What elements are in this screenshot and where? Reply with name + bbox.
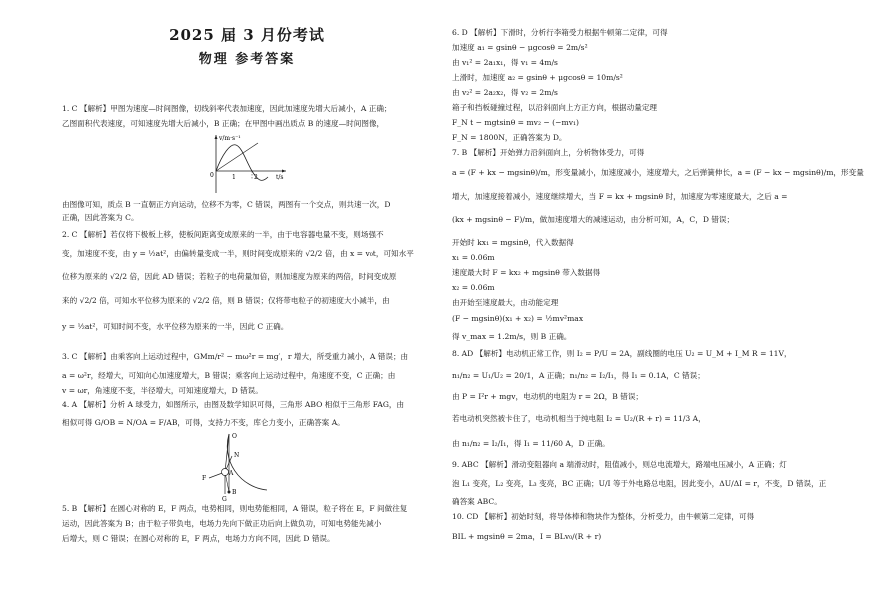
fig4-label-F: F <box>202 475 207 482</box>
q1-line: 正确，因此答案为 C。 <box>62 213 139 222</box>
q2-line: 来的 √2/2 倍，可知水平位移为原来的 √2/2 倍，则 B 错误；仅将带电粒子的初速度大小减半，由 <box>62 296 390 305</box>
q7-line: 由开始至速度最大，由动能定理 <box>452 298 559 307</box>
q10-line: BIL + mgsinθ = 2ma，I = BLv₀/(R + r) <box>452 532 602 541</box>
velocity-time-graph <box>202 131 292 195</box>
fig4-label-O: O <box>232 433 237 440</box>
q7-line: 增大，加速度接着减小，速度继续增大，当 F = kx + mgsinθ 时，加速度为零速度最大，之后 a = <box>452 192 788 201</box>
graph-tick-1: 1 <box>232 174 236 181</box>
q2-line: 位移为原来的 √2/2 倍，因此 AD 错误；若粒子的电荷量加倍，则加速度为原来的两倍，时间变成原 <box>62 272 397 281</box>
page-subtitle: 物理 参考答案 <box>198 52 296 67</box>
graph-tick-2: 2 <box>254 174 258 181</box>
q1-line: 由图像可知，质点 B 一直朝正方向运动，位移不为零，C 错误，两图有一个交点，则共速一次，D <box>62 200 391 209</box>
q6-line: F_N = 1800N，正确答案为 D。 <box>452 133 567 142</box>
q1-line: 乙图面积代表速度，可知速度先增大后减小，B 正确；在甲图中画出质点 B 的速度—时间图像， <box>62 119 385 128</box>
q1-line: 1. C 【解析】甲图为速度—时间图像，切线斜率代表加速度，因此加速度先增大后减小，A 正确； <box>62 104 392 113</box>
fig4-label-A: A <box>229 470 234 477</box>
q9-line: 9. ABC 【解析】滑动变阻器向 a 端滑动时，阻值减小，则总电流增大，路端电压减小，A 正确；灯 <box>452 460 787 469</box>
graph-y-label: v/m·s⁻¹ <box>219 135 241 142</box>
q7-line: 开始时 kx₁ = mgsinθ，代入数据得 <box>452 238 574 247</box>
fig4-label-B: B <box>232 489 237 496</box>
graph-x-label: t/s <box>276 174 284 181</box>
q7-line: 得 v_max = 1.2m/s，则 B 正确。 <box>452 332 572 341</box>
q7-line: (kx + mgsinθ − F)/m，做加速度增大的减速运动，由分析可知，A，C，D 错误； <box>452 215 735 224</box>
q8-line: 由 n₁/n₂ = I₂/I₁，得 I₁ = 11/60 A，D 正确。 <box>452 439 610 448</box>
q4-line: 相似可得 G/OB = N/OA = F/AB，可得，支持力不变，库仑力变小，正确答案 A。 <box>62 418 345 427</box>
q5-line: 后增大，则 C 错误；在圆心对称的 E，F 两点，电场力方向不同，因此 D 错误。 <box>62 534 335 543</box>
q6-line: 6. D 【解析】下滑时，分析行李箱受力根据牛顿第二定律，可得 <box>452 28 668 37</box>
q8-line: 8. AD 【解析】电动机正常工作，则 I₂ = P/U = 2A，副线圈的电压 U₂ = U_M + I_M R = 11V， <box>452 349 792 358</box>
force-diagram <box>197 430 297 502</box>
q8-line: n₁/n₂ = U₁/U₂ = 20/1，A 正确；n₁/n₂ = I₂/I₁，得 I₁ = 0.1A，C 错误； <box>452 371 705 380</box>
q9-line: 确答案 ABC。 <box>452 497 502 506</box>
q6-line: 加速度 a₁ = gsinθ − μgcosθ = 2m/s² <box>452 43 588 52</box>
graph-origin: 0 <box>210 172 214 179</box>
q7-line: x₁ = 0.06m <box>452 253 495 262</box>
q5-line: 5. B 【解析】在圆心对称的 E，F 两点，电势相同，则电势能相同，A 错误，粒子将在 E，F 间做往复 <box>62 504 408 513</box>
q3-line: 3. C 【解析】由乘客向上运动过程中，GMm/r² − mω²r = mg′，r 增大，所受重力减小，A 错误；由 <box>62 352 409 361</box>
q2-line: 变，加速度不变，由 y = ½at²，由偏转量变成一半，则时间变成原来的 √2/2 倍，由 x = v₀t，可知水平 <box>62 249 414 258</box>
q6-line: 上滑时，加速度 a₂ = gsinθ + μgcosθ = 10m/s² <box>452 73 623 82</box>
fig4-label-G: G <box>222 496 227 502</box>
q2-line: 2. C 【解析】若仅将下极板上移，使板间距离变成原来的一半，由于电容器电量不变，则场强不 <box>62 230 384 239</box>
q3-line: a = ω²r，经增大，可知向心加速度增大，B 错误；乘客向上运动过程中，角速度不变，C 正确；由 <box>62 371 396 380</box>
q6-line: F_N t − mgtsinθ = mv₂ − (−mv₁) <box>452 118 580 127</box>
q7-line: (F − mgsinθ)(x₁ + x₂) = ½mv²max <box>452 314 584 323</box>
q6-line: 由 v₂² = 2a₂x₂，得 v₂ = 2m/s <box>452 88 558 97</box>
q4-line: 4. A 【解析】分析 A 球受力，如图所示，由图及数学知识可得，三角形 ABO 相似于三角形 FAG，由 <box>62 400 405 409</box>
q3-line: v = ωr，角速度不变，半径增大，可知速度增大，D 错误。 <box>62 386 263 395</box>
q5-line: 运动，因此答案为 B；由于粒子带负电，电场力先向下做正功后向上做负功，可知电势能先减小 <box>62 519 382 528</box>
q6-line: 由 v₁² = 2a₁x₁，得 v₁ = 4m/s <box>452 58 558 67</box>
q7-line: x₂ = 0.06m <box>452 283 495 292</box>
page-title: 2025 届 3 月份考试 <box>169 26 325 44</box>
q9-line: 泡 L₁ 变亮，L₂ 变亮，L₃ 变亮，BC 正确；U/I 等于外电路总电阻，因此变小，ΔU/ΔI = r，不变，D 错误，正 <box>452 479 827 488</box>
q10-line: 10. CD 【解析】初始时刻，将导体棒和物块作为整体，分析受力，由牛顿第二定律，可得 <box>452 512 755 521</box>
q7-line: 7. B 【解析】开始弹力沿斜面向上，分析物体受力，可得 <box>452 148 645 157</box>
q6-line: 箱子和挡板碰撞过程，以沿斜面向上方正方向，根据动量定理 <box>452 103 658 112</box>
q2-line: y = ½at²，可知时间不变，水平位移为原来的一半，因此 C 正确。 <box>62 322 289 331</box>
q8-line: 若电动机突然被卡住了，电动机相当于纯电阻 I₂ = U₂/(R + r) = 11/3 A， <box>452 414 706 423</box>
q8-line: 由 P = I²r + mgv，电动机的电阻为 r = 2Ω，B 错误； <box>452 392 644 401</box>
q7-line: 速度最大时 F = kx₂ + mgsinθ 带入数据得 <box>452 268 601 277</box>
fig4-label-N: N <box>234 452 240 459</box>
q7-line: a = (F + kx − mgsinθ)/m，形变量减小，加速度减小，速度增大，之后弹簧伸长，a = (F − kx − mgsinθ)/m，形变量 <box>452 168 864 177</box>
